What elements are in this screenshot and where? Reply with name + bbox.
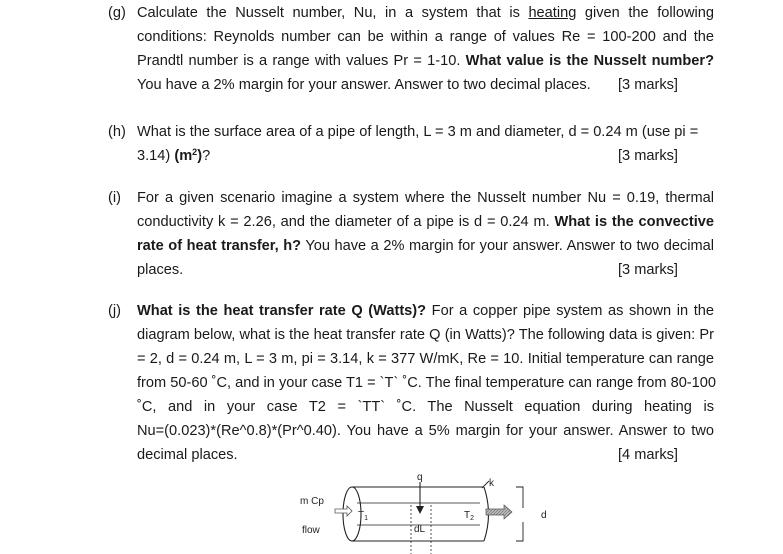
dl-label: dL	[414, 524, 426, 535]
question-text-line: Calculate the Nusselt number, Nu, in a system that is heating given the following	[137, 5, 714, 21]
question-text-line: = 2, d = 0.24 m, L = 3 m, pi = 3.14, k = 377 W/mK, Re = 10. Initial temperature can range	[137, 351, 714, 367]
question-label: (i)	[108, 190, 121, 206]
question-text-line: rate of heat transfer, h? You have a 2% margin for your answer. Answer to two decimal	[137, 238, 714, 254]
t1-label: $T_1$	[358, 510, 369, 522]
question-text-line: conditions: Reynolds number can be within a range of values Re = 100-200 and the	[137, 29, 714, 45]
q-label: q	[417, 472, 423, 483]
question-text-line: diagram below, what is the heat transfer rate Q (in Watts)? The following data is given: Pr	[137, 327, 714, 343]
k-pointer	[482, 481, 489, 488]
question-text-line: For a given scenario imagine a system where the Nusselt number Nu = 0.19, thermal	[137, 190, 714, 206]
question-label: (g)	[108, 5, 126, 21]
d-label: d	[541, 510, 547, 521]
question-label: (h)	[108, 124, 126, 140]
question-text-line: ˚C, and in your case T2 = `TT` ˚C. The Nusselt equation during heating is	[137, 399, 714, 415]
outlet-flow-arrow	[486, 505, 512, 519]
question-text-line: conductivity k = 2.26, and the diameter of a pipe is d = 0.24 m. What is the convective	[137, 214, 714, 230]
question-text-line: from 50-60 ˚C, and in your case T1 = `T` ˚C. The final temperature can range from 80-100	[137, 375, 717, 391]
t2-label: $T_2$	[464, 510, 475, 522]
marks-label: [3 marks]	[617, 148, 678, 164]
question-text-line: You have a 2% margin for your answer. Answer to two decimal places.	[137, 77, 591, 93]
question-label: (j)	[108, 303, 121, 319]
marks-label: [3 marks]	[617, 77, 678, 93]
question-text-line: Prandtl number is a range with values Pr = 1-10. What value is the Nusselt number?	[137, 53, 714, 69]
k-label: k	[489, 478, 494, 489]
question-text-line: What is the heat transfer rate Q (Watts)? For a copper pipe system as shown in the	[137, 303, 714, 319]
marks-label: [4 marks]	[617, 447, 678, 463]
question-text-line: What is the surface area of a pipe of length, L = 3 m and diameter, d = 0.24 m (use pi =	[137, 124, 699, 140]
diameter-bracket	[516, 487, 523, 541]
question-text-line: decimal places.	[137, 447, 238, 463]
mcp-label: m Cp	[300, 496, 324, 507]
heating-underline: heating	[528, 5, 577, 21]
marks-label: [3 marks]	[617, 262, 678, 278]
flow-label: flow	[302, 525, 320, 536]
question-text-line: 3.14) $(m^2)$?	[137, 147, 211, 164]
question-text-line: places.	[137, 262, 184, 278]
question-text-line: Nu=(0.023)*(Re^0.8)*(Pr^0.40). You have a 5% margin for your answer. Answer to two	[137, 423, 714, 439]
